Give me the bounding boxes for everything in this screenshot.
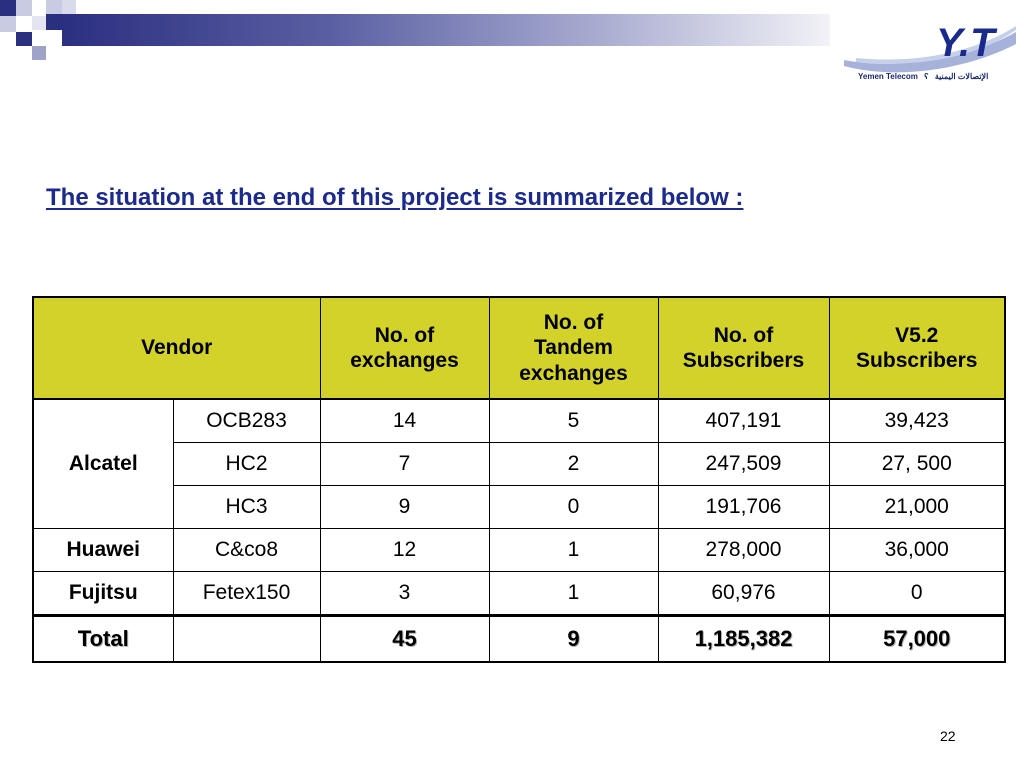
v52-cell: 27, 500	[829, 443, 1005, 486]
vendor-cell: Huawei	[33, 529, 173, 572]
exchanges-cell: 7	[320, 443, 489, 486]
header-tandem-line3: exchanges	[519, 361, 628, 385]
table-row	[33, 399, 1005, 443]
decor-square	[16, 16, 32, 32]
total-exchanges: 45	[320, 616, 489, 663]
table-row	[33, 529, 1005, 572]
total-subscribers: 1,185,382	[658, 616, 829, 663]
header-exchanges-line2: exchanges	[350, 349, 459, 372]
total-label: Total	[33, 616, 173, 663]
v52-cell: 36,000	[829, 529, 1005, 572]
total-model-cell	[173, 616, 320, 663]
v52-cell: 39,423	[829, 399, 1005, 443]
exchanges-cell: 9	[320, 486, 489, 529]
subscribers-cell: 407,191	[658, 399, 829, 443]
page-number: 22	[940, 728, 956, 744]
decor-square	[16, 0, 32, 16]
summary-table	[32, 296, 1006, 663]
total-v52: 57,000	[829, 616, 1005, 663]
slide-title: The situation at the end of this project is summarized below :	[46, 184, 744, 211]
header-gradient-bar	[62, 14, 830, 46]
decor-square	[0, 0, 16, 16]
decor-square	[16, 32, 32, 46]
model-cell: Fetex150	[173, 572, 320, 616]
v52-cell: 21,000	[829, 486, 1005, 529]
decor-square	[62, 0, 76, 14]
vendor-cell: Fujitsu	[33, 572, 173, 616]
table-row	[33, 443, 1005, 486]
subscribers-cell: 191,706	[658, 486, 829, 529]
header-vendor: Vendor	[33, 297, 320, 399]
logo-caption-en: Yemen Telecom	[858, 72, 918, 81]
model-cell: OCB283	[173, 399, 320, 443]
total-tandem: 9	[489, 616, 658, 663]
exchanges-cell: 14	[320, 399, 489, 443]
total-row	[33, 616, 1005, 663]
exchanges-cell: 12	[320, 529, 489, 572]
model-cell: C&co8	[173, 529, 320, 572]
header-subscribers	[658, 297, 829, 399]
tandem-cell: 0	[489, 486, 658, 529]
logo-caption: Yemen Telecom ʕ الإتصالات اليمنية	[858, 72, 989, 81]
subscribers-cell: 247,509	[658, 443, 829, 486]
exchanges-cell: 3	[320, 572, 489, 616]
model-cell: HC2	[173, 443, 320, 486]
tandem-cell: 1	[489, 529, 658, 572]
decor-square	[32, 46, 46, 60]
decor-square	[0, 16, 16, 32]
subscribers-cell: 278,000	[658, 529, 829, 572]
logo-caption-ar: الإتصالات اليمنية	[934, 72, 989, 81]
table-row	[33, 486, 1005, 529]
table-row	[33, 572, 1005, 616]
header-v52-line1: V5.2	[895, 323, 939, 347]
tandem-cell: 1	[489, 572, 658, 616]
header-tandem	[489, 297, 658, 399]
tandem-cell: 5	[489, 399, 658, 443]
subscribers-cell: 60,976	[658, 572, 829, 616]
header-subscribers-line2: Subscribers	[682, 349, 805, 372]
decor-square	[32, 16, 46, 30]
header-tandem-line2: Tandem	[534, 336, 613, 360]
header-exchanges	[320, 297, 489, 399]
vendor-cell: Alcatel	[33, 399, 173, 529]
header-tandem-line1: No. of	[543, 311, 604, 335]
table-header-row	[33, 297, 1005, 399]
model-cell: HC3	[173, 486, 320, 529]
svg-text:Y.T: Y.T	[936, 21, 995, 65]
v52-cell: 0	[829, 572, 1005, 616]
header-exchanges-line1: No. of	[374, 323, 435, 347]
header-v52-line2: Subscribers	[856, 349, 978, 372]
decor-square	[46, 14, 62, 30]
header-v52	[829, 297, 1005, 399]
tandem-cell: 2	[489, 443, 658, 486]
header-subscribers-line1: No. of	[713, 323, 774, 347]
